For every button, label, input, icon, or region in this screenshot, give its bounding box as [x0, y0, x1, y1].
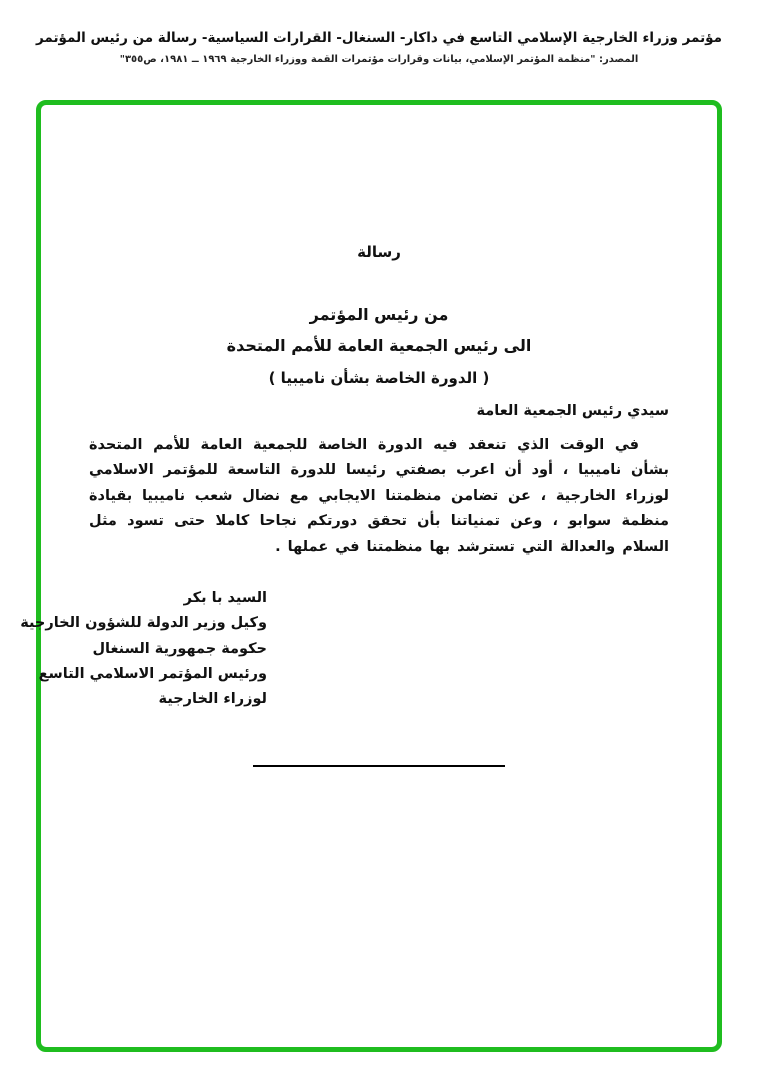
header-source: المصدر: "منظمة المؤتمر الإسلامي، بيانات وقرارات مؤتمرات القمة ووزراء الخارجية ١٩٦٩ ــ ١٩٨١، ص٣٥٥" — [119, 54, 639, 65]
page-header — [0, 0, 758, 65]
letter-subtitle-to: الى رئيس الجمعية العامة للأمم المتحدة — [226, 336, 532, 355]
letter-content — [20, 105, 717, 1047]
letter-subtitle-from: من رئيس المؤتمر — [309, 305, 449, 324]
section-divider — [253, 765, 505, 767]
letter-title: رسالة — [357, 243, 401, 261]
signature-role-4: لوزراء الخارجية — [158, 691, 267, 708]
header-title: مؤتمر وزراء الخارجية الإسلامي التاسع في داكار- السنغال- القرارات السياسية- رسالة من رئيس المؤتمر — [36, 30, 722, 46]
signature-block — [20, 586, 267, 713]
letter-subtitle-session: ( الدورة الخاصة بشأن ناميبيا ) — [268, 369, 490, 387]
signature-name: السيد با بكر — [183, 589, 267, 606]
letter-body: في الوقت الذي تنعقد فيه الدورة الخاصة للجمعية العامة للأمم المتحدة بشأن ناميبيا ، أود أن اعرب بصفتي رئيسا للدورة التاسعة للمؤتمر الاسلامي لوزراء الخارجية ، عن تضامن منظمتنا الايجابي مع نضال شعب ناميبيا بقيادة منظمة سوابو ، وعن تمنياتنا بأن تحقق دورتكم نجاحا كاملا حتى تسود مثل السلام والعدالة التي تسترشد بها منظمتنا في عملها . — [89, 437, 669, 555]
letter-salutation: سيدي رئيس الجمعية العامة — [476, 403, 669, 419]
signature-role-3: ورئيس المؤتمر الاسلامي التاسع — [38, 666, 267, 682]
signature-role-2: حكومة جمهورية السنغال — [92, 640, 267, 657]
green-frame — [20, 100, 722, 1052]
signature-role-1: وكيل وزير الدولة للشؤون الخارجية — [20, 615, 267, 632]
